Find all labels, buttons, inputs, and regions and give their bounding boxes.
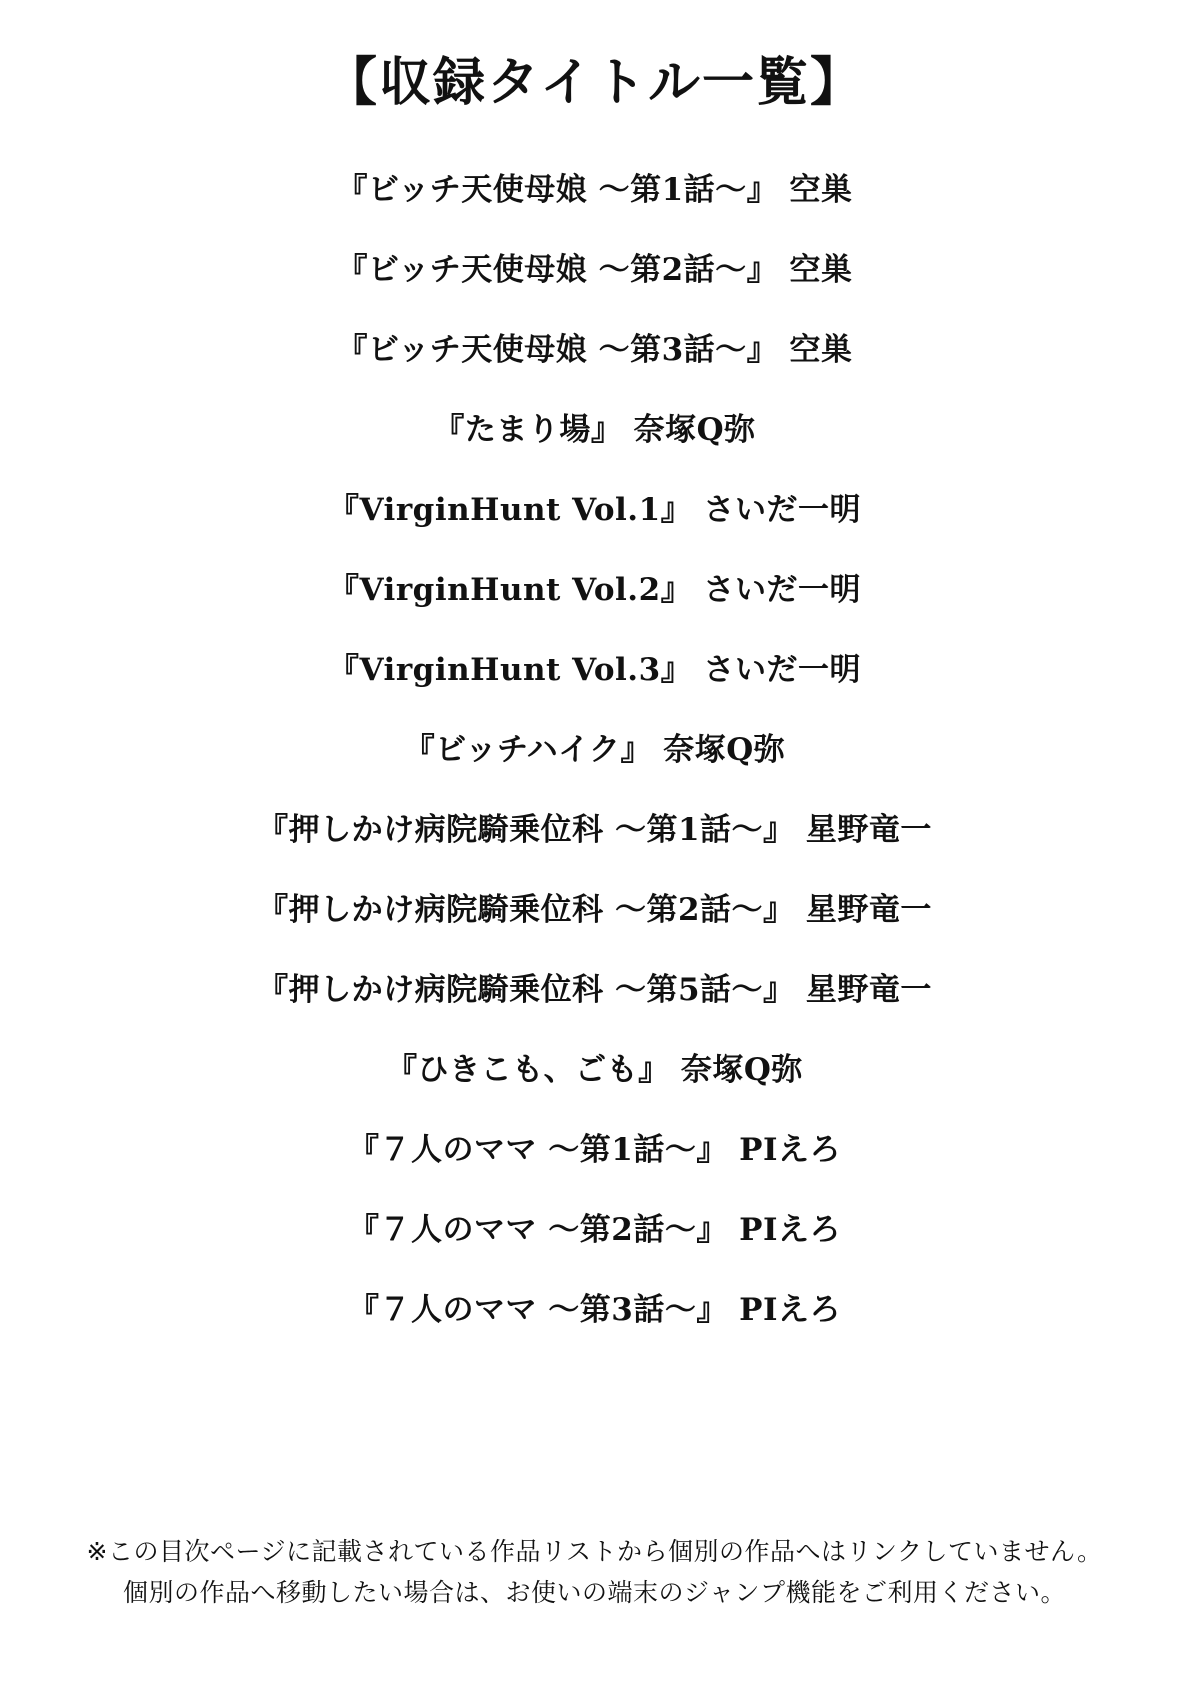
footnote-line-1: ※この目次ページに記載されている作品リストから個別の作品へはリンクしていません。 bbox=[86, 1536, 1103, 1566]
toc-entry-label: 『７人のママ ～第1話～』 PIえろ bbox=[348, 1131, 841, 1168]
toc-entry-label: 『VirginHunt Vol.3』 さいだ一明 bbox=[328, 651, 861, 688]
toc-entry-label: 『ひきこも、ごも』 奈塚Q弥 bbox=[386, 1051, 803, 1088]
toc-entry-label: 『VirginHunt Vol.1』 さいだ一明 bbox=[328, 491, 861, 528]
page-title: 【収録タイトル一覧】 bbox=[325, 52, 864, 113]
list-item bbox=[0, 1190, 1189, 1270]
toc-entry-label: 『押しかけ病院騎乗位科 ～第5話～』 星野竜一 bbox=[257, 971, 932, 1008]
list-item bbox=[0, 1110, 1189, 1190]
toc-entry-label: 『VirginHunt Vol.2』 さいだ一明 bbox=[328, 571, 861, 608]
toc-entry-label: 『ビッチ天使母娘 ～第1話～』 空巣 bbox=[336, 171, 853, 208]
list-item bbox=[0, 1030, 1189, 1110]
toc-entry-label: 『７人のママ ～第2話～』 PIえろ bbox=[348, 1211, 841, 1248]
toc-entry-label: 『７人のママ ～第3話～』 PIえろ bbox=[348, 1291, 841, 1328]
list-item bbox=[0, 390, 1189, 470]
list-item bbox=[0, 550, 1189, 630]
list-item bbox=[0, 710, 1189, 790]
toc-list bbox=[0, 150, 1189, 1350]
list-item bbox=[0, 630, 1189, 710]
list-item bbox=[0, 1270, 1189, 1350]
toc-entry-label: 『ビッチ天使母娘 ～第2話～』 空巣 bbox=[336, 251, 853, 288]
list-item bbox=[0, 870, 1189, 950]
list-item bbox=[0, 150, 1189, 230]
toc-entry-label: 『ビッチ天使母娘 ～第3話～』 空巣 bbox=[336, 331, 853, 368]
footnote bbox=[0, 1531, 1189, 1614]
list-item bbox=[0, 470, 1189, 550]
toc-entry-label: 『押しかけ病院騎乗位科 ～第1話～』 星野竜一 bbox=[257, 811, 932, 848]
toc-entry-label: 『ビッチハイク』 奈塚Q弥 bbox=[403, 731, 786, 768]
list-item bbox=[0, 310, 1189, 390]
list-item bbox=[0, 790, 1189, 870]
list-item bbox=[0, 950, 1189, 1030]
footnote-line-2: 個別の作品へ移動したい場合は、お使いの端末のジャンプ機能をご利用ください。 bbox=[122, 1577, 1066, 1607]
toc-entry-label: 『押しかけ病院騎乗位科 ～第2話～』 星野竜一 bbox=[257, 891, 932, 928]
toc-entry-label: 『たまり場』 奈塚Q弥 bbox=[433, 411, 756, 448]
list-item bbox=[0, 230, 1189, 310]
